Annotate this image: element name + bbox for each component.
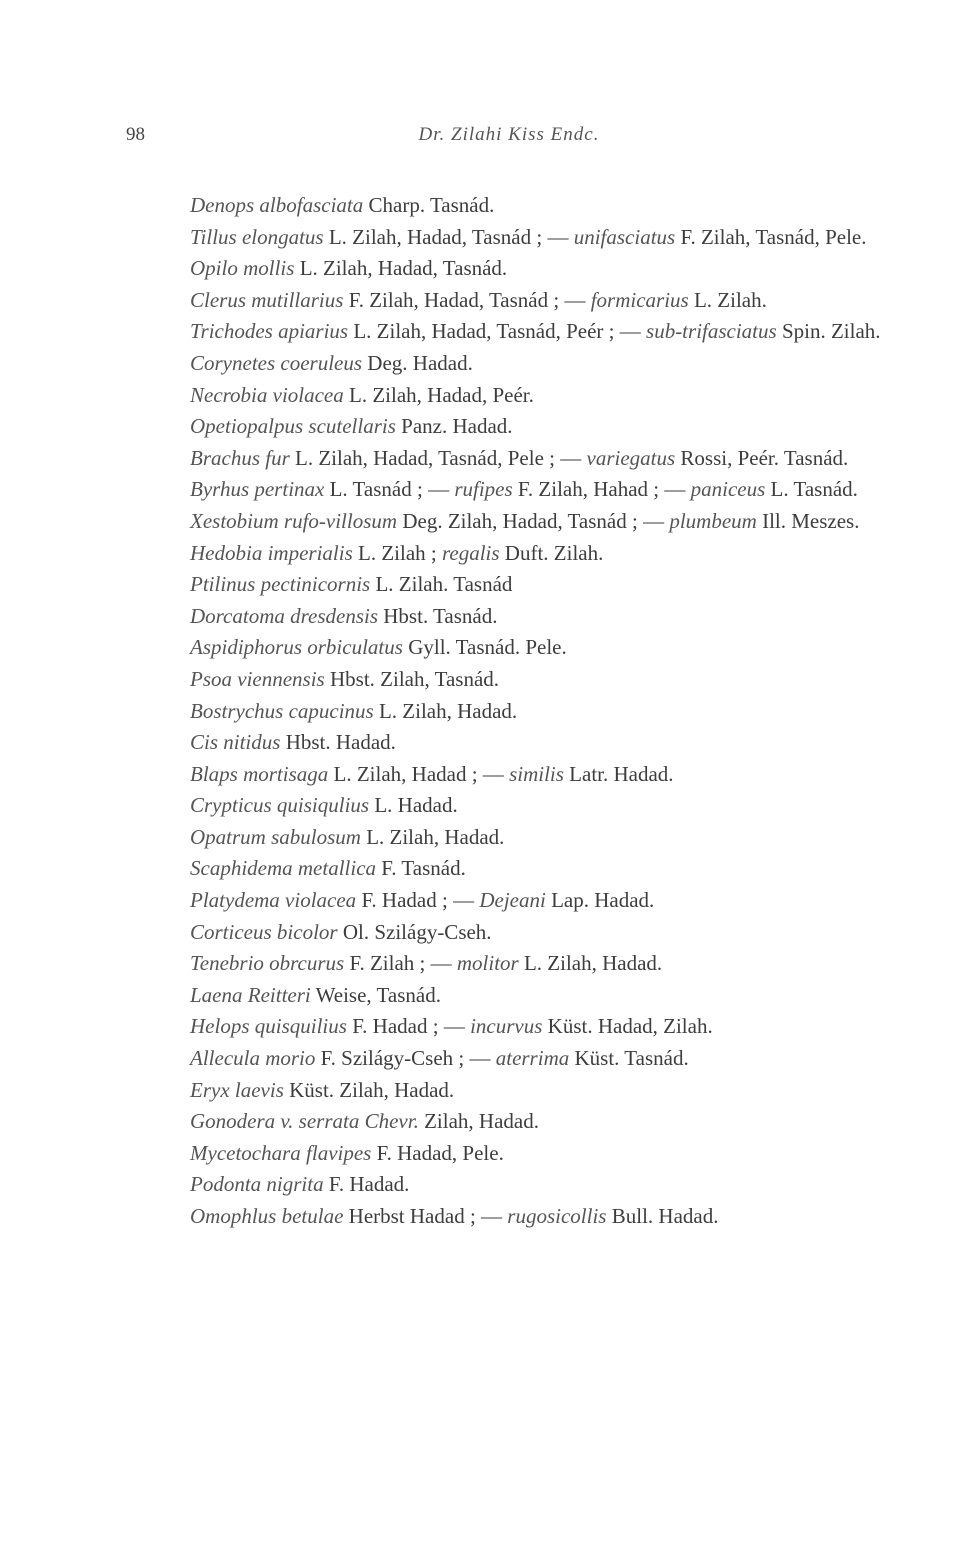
species-name: regalis [441,540,500,565]
entry-text: F. Zilah, Tasnád, Pele. [675,224,867,249]
entry-text: Hbst. Hadad. [280,730,396,755]
entry-text: Duft. Zilah. [499,540,604,565]
entry-text: Latr. Hadad. [563,761,674,786]
species-name: Ptilinus pectinicornis [190,572,371,597]
species-name: Dejeani [479,888,546,913]
entry-text: Panz. Hadad. [395,414,513,439]
species-name: Hedobia imperialis [190,540,353,565]
species-entry [126,316,892,348]
species-entry [126,222,892,254]
species-name: Necrobia violacea [190,382,344,407]
species-name: incurvus [470,1014,543,1039]
entry-text: L. Zilah, Hadad, Peér. [343,382,534,407]
entry-text: Zilah, Hadad. [418,1109,539,1134]
entry-text: L. Zilah ; [352,540,442,565]
species-name: Bostrychus capucinus [190,698,374,723]
species-name: Corynetes coeruleus [190,350,363,375]
entry-text: Gyll. Tasnád. Pele. [402,635,567,660]
species-name: Eryx laevis [190,1077,284,1102]
species-name: Denops albofasciata [190,193,364,217]
entry-text: Küst. Zilah, Hadad. [283,1077,455,1102]
entry-text: F. Zilah, Hadad, Tasnád ; — [343,287,591,312]
species-name: Clerus mutillarius [190,287,344,312]
species-entry [126,506,892,538]
species-entry [126,664,892,696]
species-entry [126,348,892,380]
entry-text: F. Szilágy-Cseh ; — [315,1046,496,1071]
entry-text: Hbst. Tasnád. [378,603,498,628]
entry-text: L. Tasnád ; — [324,477,455,502]
entry-text: L. Zilah, Hadad. [360,824,505,849]
entry-text: Charp. Tasnád. [363,193,495,217]
entry-text: F. Hadad. [323,1172,410,1197]
entry-text: F. Hadad, Pele. [371,1140,504,1165]
entry-text: L. Zilah, Hadad, Tasnád ; — [323,224,574,249]
species-name: Brachus fur [190,445,290,470]
species-entry [126,1011,892,1043]
entry-text: L. Hadad. [369,793,458,818]
species-name: rufipes [454,477,513,502]
species-name: Allecula morio [190,1046,316,1071]
species-entry [126,474,892,506]
entry-text: Spin. Zilah. [776,319,881,344]
species-entry [126,253,892,285]
species-entry [126,569,892,601]
entry-text: F. Zilah ; — [344,951,457,976]
species-name: sub-trifasciatus [646,319,777,344]
species-name: Podonta nigrita [190,1172,324,1197]
species-entry [126,632,892,664]
species-name: Chevr. [364,1109,419,1134]
species-name: variegatus [586,445,676,470]
species-name: Helops quisquilius [190,1014,347,1039]
entry-text: Lap. Hadad. [545,888,655,913]
species-entry [126,727,892,759]
entry-text: Herbst Hadad ; — [343,1204,508,1228]
species-name: Opetiopalpus scutellaris [190,414,396,439]
running-head: Dr. Zilahi Kiss Endc. [418,124,600,145]
species-entry [126,443,892,475]
species-name: rugosicollis [507,1204,607,1228]
species-entry [126,822,892,854]
entry-text: Hbst. Zilah, Tasnád. [324,666,500,691]
species-name: similis [509,761,564,786]
species-entry [126,411,892,443]
species-name: Xestobium rufo-villosum [190,508,398,533]
entry-text: Bull. Hadad. [606,1204,719,1228]
species-name: Byrhus pertinax [190,477,325,502]
species-name: plumbeum [669,508,757,533]
entry-text: L. Zilah, Hadad. [373,698,518,723]
species-name: formicarius [590,287,689,312]
species-entry [126,1075,892,1107]
species-name: aterrima [495,1046,570,1071]
species-name: Opatrum sabulosum [190,824,361,849]
species-name: Platydema violacea [190,888,357,913]
species-name: Psoa viennensis [190,666,325,691]
species-name: Tillus elongatus [190,224,324,249]
entry-text: Ol. Szilágy-Cseh. [337,919,492,944]
species-entry [126,759,892,791]
entry-text: F. Zilah, Hahad ; — [512,477,691,502]
species-name: Omophlus betulae [190,1204,344,1228]
species-entry [126,885,892,917]
species-name: Cis nitidus [190,730,281,755]
entry-text: F. Hadad ; — [346,1014,471,1039]
entry-text: L. Zilah, Hadad, Tasnád, Pele ; — [289,445,587,470]
page-header [126,124,892,154]
entry-text: L. Zilah, Hadad, Tasnád, Peér ; — [348,319,647,344]
entry-text: Deg. Hadad. [362,350,473,375]
entry-text: Ill. Meszes. [756,508,860,533]
species-entry [126,1201,892,1233]
entry-text: Deg. Zilah, Hadad, Tasnád ; — [397,508,670,533]
species-entry [126,538,892,570]
entry-text: L. Zilah. Tasnád [370,572,513,597]
species-entry [126,1106,892,1138]
entry-text: Küst. Tasnád. [569,1046,689,1071]
species-name: Trichodes apiarius [190,319,349,344]
species-name: Mycetochara flavipes [190,1140,372,1165]
species-entry [126,917,892,949]
entry-text: L. Zilah. [688,287,767,312]
species-name: Opilo mollis [190,256,295,281]
species-name: molitor [456,951,519,976]
entry-text: Weise, Tasnád. [310,982,441,1007]
species-entry [126,601,892,633]
species-entry [126,1138,892,1170]
species-entry [126,790,892,822]
species-name: Aspidiphorus orbiculatus [190,635,403,660]
entry-text: L. Zilah, Hadad, Tasnád. [294,256,508,281]
species-entry [126,1169,892,1201]
species-name: Scaphidema metallica [190,856,377,881]
species-entry [126,285,892,317]
species-list [126,190,892,1233]
species-name: Dorcatoma dresdensis [190,603,379,628]
species-entry [126,1043,892,1075]
entry-text: L. Tasnád. [765,477,858,502]
species-entry [126,190,892,222]
page-number: 98 [126,124,145,145]
entry-text: L. Zilah, Hadad ; — [328,761,510,786]
entry-text: Rossi, Peér. Tasnád. [675,445,849,470]
species-entry [126,696,892,728]
entry-text: F. Hadad ; — [356,888,480,913]
species-name: Corticeus bicolor [190,919,338,944]
entry-text: F. Tasnád. [376,856,466,881]
species-name: Gonodera v. serrata [190,1109,360,1134]
species-entry [126,948,892,980]
species-name: Tenebrio obrcurus [190,951,345,976]
entry-text: L. Zilah, Hadad. [518,951,663,976]
species-entry [126,980,892,1012]
species-name: Laena Reitteri [190,982,311,1007]
species-entry [126,380,892,412]
species-name: Blaps mortisaga [190,761,329,786]
species-name: Crypticus quisiqulius [190,793,370,818]
entry-text: Küst. Hadad, Zilah. [542,1014,713,1039]
species-entry [126,853,892,885]
species-name: unifasciatus [573,224,676,249]
species-name: paniceus [690,477,766,502]
